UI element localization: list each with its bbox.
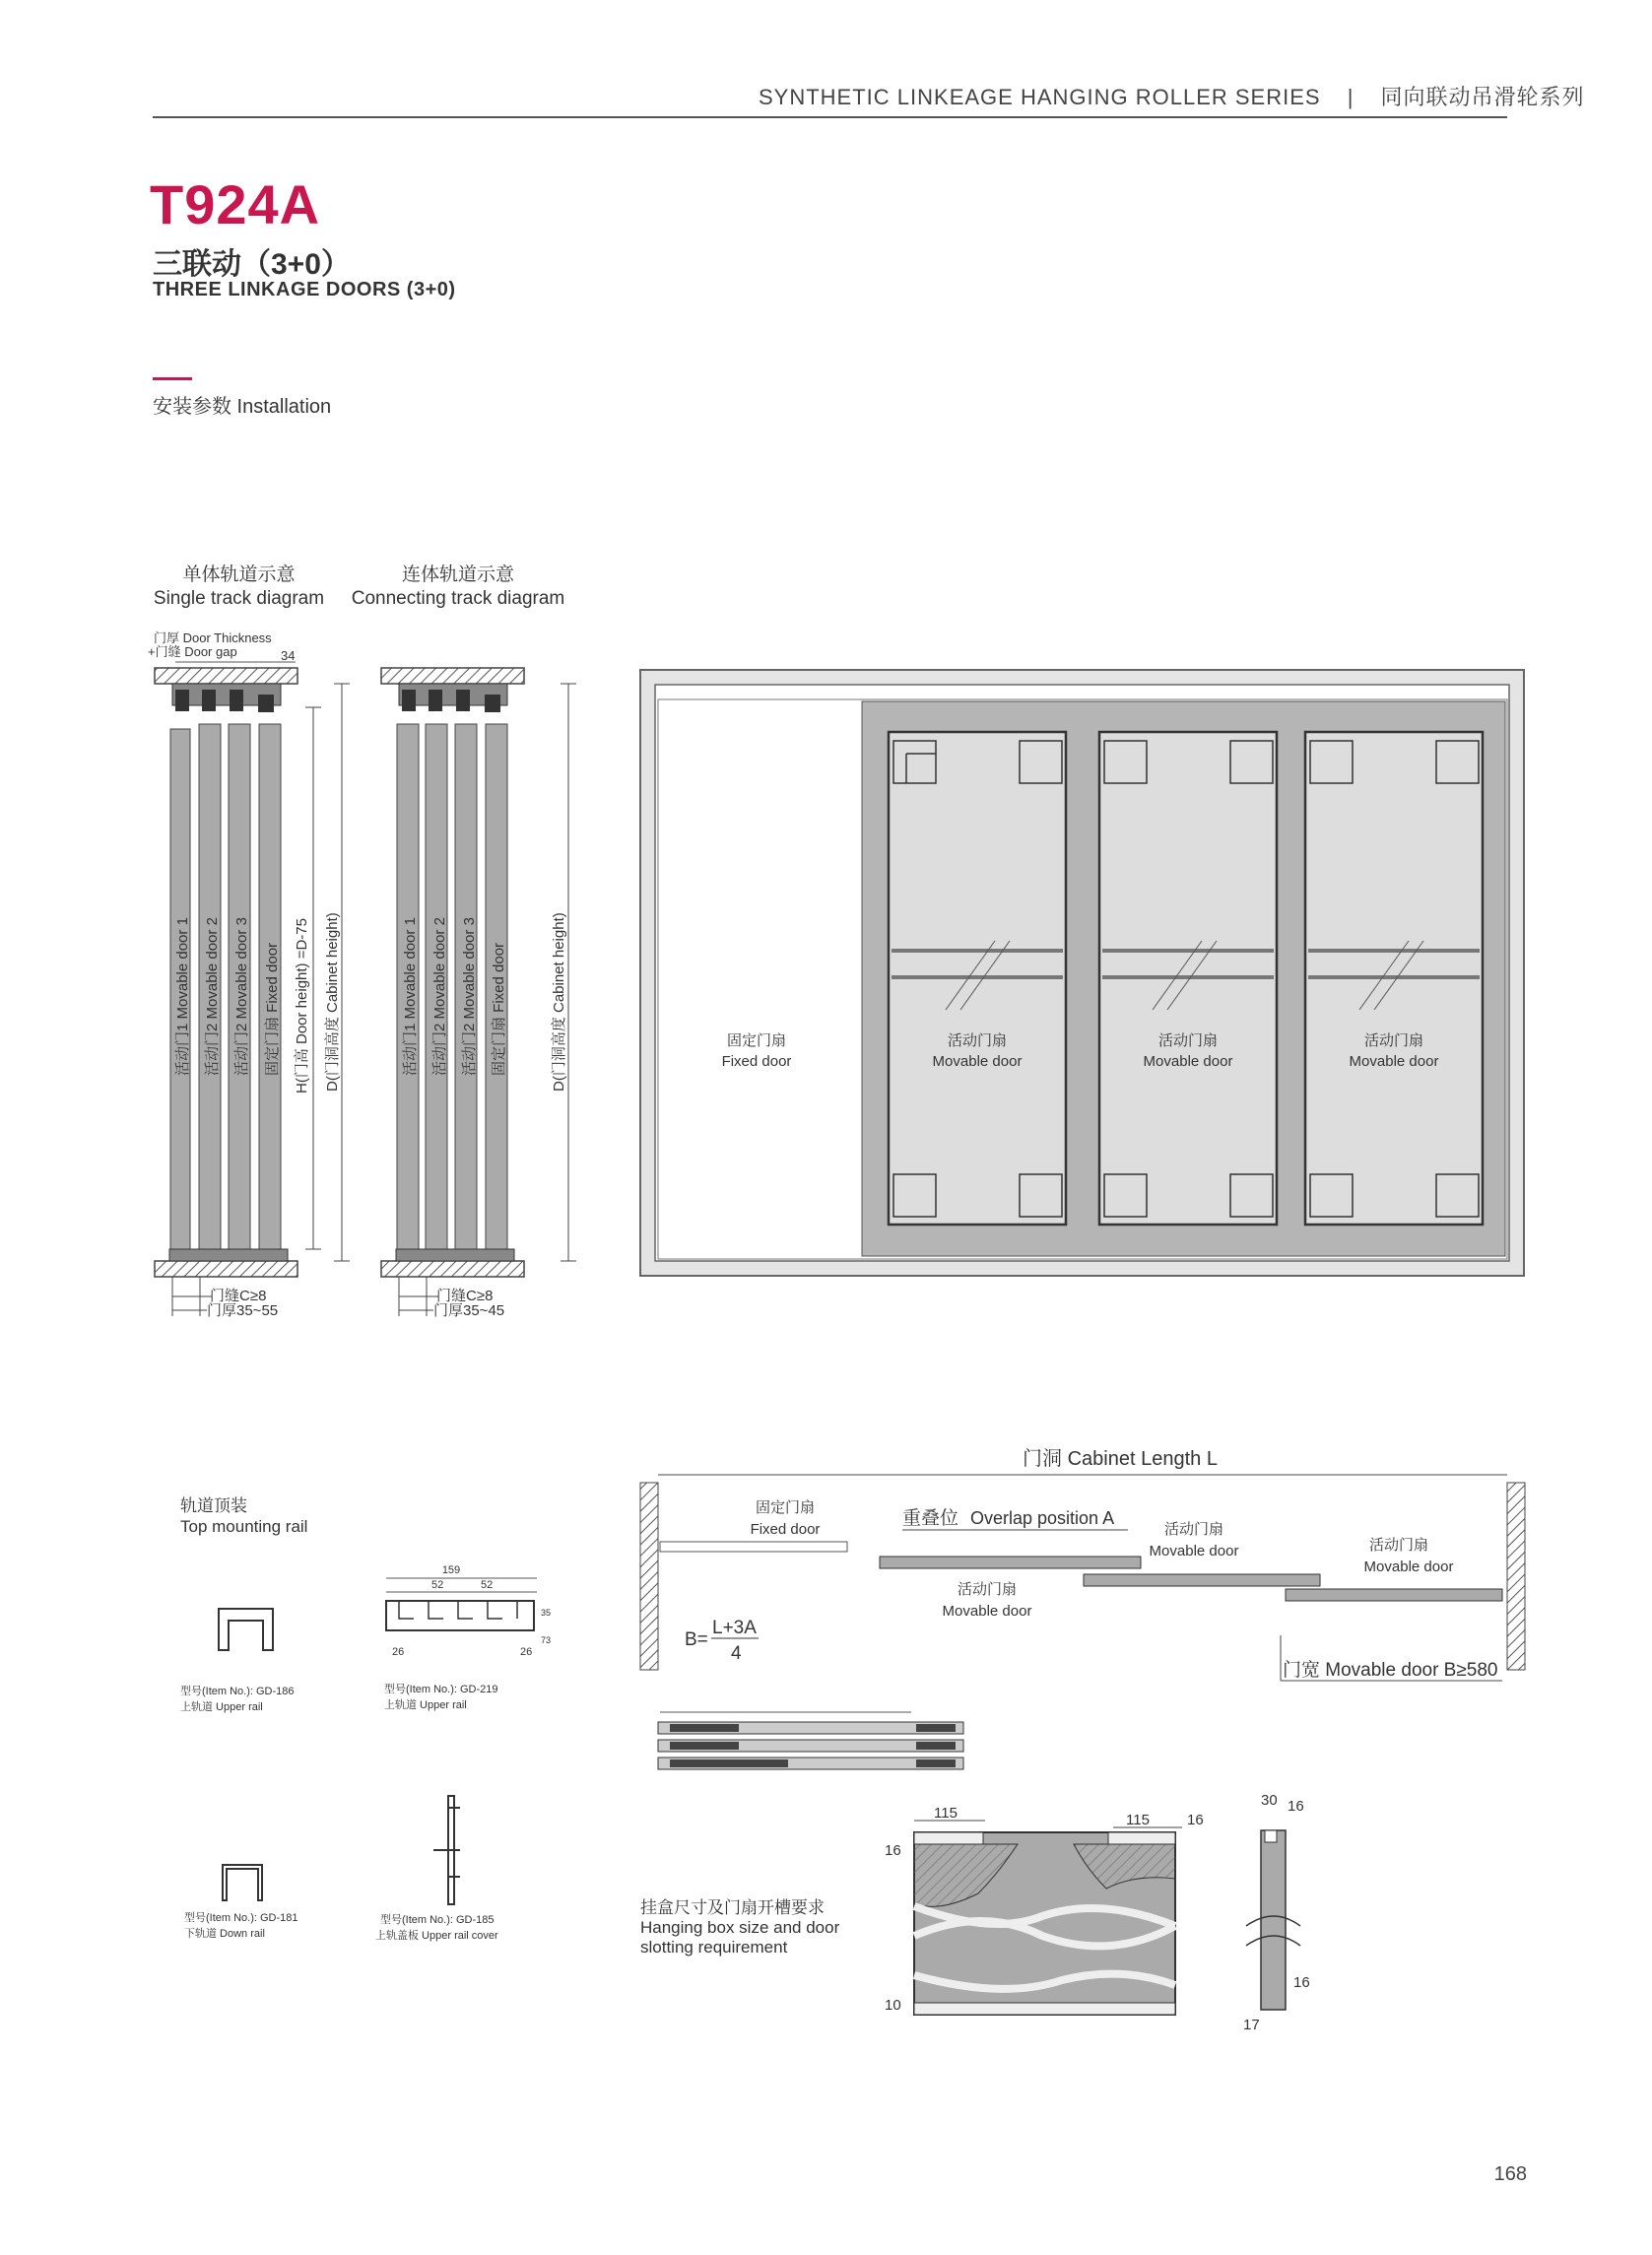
connecting-track-title-en: Connecting track diagram xyxy=(351,588,565,609)
connecting-door-label-2: 活动门2 Movable door 2 xyxy=(431,917,448,1076)
top-mounting-en: Top mounting rail xyxy=(180,1517,308,1536)
plan-movable-door-a-en: Movable door xyxy=(942,1603,1032,1620)
gd219-dim-52b: 52 xyxy=(481,1579,494,1591)
side-dim-16b: 16 xyxy=(1293,1974,1310,1991)
top-mounting-cn: 轨道顶装 xyxy=(180,1496,247,1515)
door-label-3: 活动门2 Movable door 3 xyxy=(233,917,250,1076)
movable-panel-3 xyxy=(1305,732,1483,1225)
cabinet-height-label: D(门洞高度 Cabinet height) xyxy=(324,912,341,1092)
header-separator: | xyxy=(1347,85,1355,109)
floor-hatch xyxy=(155,1261,297,1277)
gd186-item: 型号(Item No.): GD-186 xyxy=(180,1686,295,1697)
plan-fixed-door-cn: 固定门扇 xyxy=(755,1499,816,1516)
connecting-cabinet-height-label: D(门洞高度 Cabinet height) xyxy=(551,912,567,1092)
gd185-name: 上轨盖板 Upper rail cover xyxy=(375,1930,498,1942)
formula-numerator: L+3A xyxy=(712,1618,757,1638)
gd219-dim-52a: 52 xyxy=(431,1579,444,1591)
formula-prefix: B= xyxy=(685,1629,708,1650)
movable-door-2-en: Movable door xyxy=(1143,1053,1233,1070)
series-title-cn: 同向联动吊滑轮系列 xyxy=(1380,85,1585,109)
box-dim-10: 10 xyxy=(885,1997,901,2014)
movable-door-1-cn: 活动门扇 xyxy=(947,1032,1008,1049)
side-dim-17: 17 xyxy=(1243,2017,1260,2033)
hanging-box-detail xyxy=(640,1792,1310,2033)
gd185-item: 型号(Item No.): GD-185 xyxy=(380,1914,495,1926)
box-dim-16b: 16 xyxy=(885,1842,901,1859)
product-title-en: THREE LINKAGE DOORS (3+0) xyxy=(153,279,456,300)
plan-fixed-door-en: Fixed door xyxy=(750,1521,821,1538)
gd181-item: 型号(Item No.): GD-181 xyxy=(184,1912,298,1924)
connecting-thickness-label: 门厚35~45 xyxy=(433,1302,505,1319)
movable-panel-1 xyxy=(889,732,1066,1225)
box-dim-16a: 16 xyxy=(1187,1812,1204,1828)
gd219-dim-26b: 26 xyxy=(520,1646,533,1658)
connecting-door-label-fixed: 固定门扇 Fixed door xyxy=(491,942,507,1076)
series-title-en: SYNTHETIC LINKEAGE HANGING ROLLER SERIES xyxy=(759,85,1321,109)
movable-door-1-en: Movable door xyxy=(932,1053,1023,1070)
connecting-door-label-1: 活动门1 Movable door 1 xyxy=(402,917,419,1076)
hanging-box-title-cn: 挂盒尺寸及门扇开槽要求 xyxy=(640,1898,825,1917)
door-gap-label: +门缝 Door gap xyxy=(148,644,237,659)
rail-gd181 xyxy=(223,1865,262,1900)
movable-door-3-en: Movable door xyxy=(1349,1053,1439,1070)
side-dim-16a: 16 xyxy=(1288,1798,1304,1815)
box-dim-115b: 115 xyxy=(1126,1812,1150,1828)
overlap-cn: 重叠位 xyxy=(902,1508,959,1529)
fixed-door-cn: 固定门扇 xyxy=(726,1032,787,1049)
connecting-track-title-cn: 连体轨道示意 xyxy=(401,564,514,585)
movable-door-2-cn: 活动门扇 xyxy=(1157,1032,1219,1049)
door-side-profile xyxy=(1261,1830,1286,2010)
track-stack-detail xyxy=(658,1712,963,1769)
single-track-diagram xyxy=(148,630,350,1319)
door-height-label: H(门高 Door height) =D-75 xyxy=(294,918,310,1094)
gd219-item: 型号(Item No.): GD-219 xyxy=(384,1684,498,1695)
section-label: 安装参数 Installation xyxy=(153,396,332,418)
door-label-2: 活动门2 Movable door 2 xyxy=(204,917,221,1076)
plan-movable-door-c-en: Movable door xyxy=(1363,1559,1454,1575)
plan-movable-door-c-cn: 活动门扇 xyxy=(1368,1537,1429,1554)
box-dim-115a: 115 xyxy=(934,1805,958,1822)
plan-view xyxy=(640,1447,1525,1681)
single-gap-label: 门缝C≥8 xyxy=(210,1288,267,1304)
door-label-fixed: 固定门扇 Fixed door xyxy=(264,942,281,1076)
gd219-dim-73: 73 xyxy=(541,1635,552,1645)
single-thickness-label: 门厚35~55 xyxy=(207,1302,279,1319)
hanging-box-title-en1: Hanging box size and door xyxy=(640,1918,840,1937)
page-number: 168 xyxy=(1493,2163,1527,2185)
gd219-name: 上轨道 Upper rail xyxy=(384,1699,467,1711)
plan-movable-door-b-en: Movable door xyxy=(1149,1543,1239,1559)
gd181-name: 下轨道 Down rail xyxy=(184,1928,265,1940)
gd186-name: 上轨道 Upper rail xyxy=(180,1701,263,1713)
cabinet-length-label: 门洞 Cabinet Length L xyxy=(1023,1448,1218,1470)
ceiling-hatch xyxy=(155,668,297,684)
overlap-en: Overlap position A xyxy=(970,1508,1115,1528)
rail-profiles xyxy=(180,1496,551,1942)
connecting-gap-label: 门缝C≥8 xyxy=(436,1288,494,1304)
movable-panel-2 xyxy=(1099,732,1277,1225)
front-elevation xyxy=(640,670,1524,1276)
single-track-title-en: Single track diagram xyxy=(153,588,325,609)
fixed-door-en: Fixed door xyxy=(721,1053,792,1070)
connecting-door-label-3: 活动门2 Movable door 3 xyxy=(461,917,478,1076)
movable-door-3-cn: 活动门扇 xyxy=(1363,1032,1424,1049)
connecting-track-diagram xyxy=(381,668,576,1319)
side-dim-30: 30 xyxy=(1261,1792,1278,1809)
single-track-title-cn: 单体轨道示意 xyxy=(182,564,296,585)
product-title-cn: 三联动（3+0） xyxy=(153,248,351,281)
rail-gd186 xyxy=(219,1609,273,1650)
door-width-label: 门宽 Movable door B≥580 xyxy=(1283,1660,1498,1681)
plan-movable-door-a-cn: 活动门扇 xyxy=(957,1581,1018,1598)
plan-movable-door-b-cn: 活动门扇 xyxy=(1163,1521,1224,1538)
model-number: T924A xyxy=(150,173,321,235)
door-thickness-label: 门厚 Door Thickness xyxy=(154,630,272,645)
gd219-dim-26a: 26 xyxy=(392,1646,405,1658)
rail-gd219 xyxy=(386,1601,534,1630)
gd219-dim-35: 35 xyxy=(541,1608,552,1618)
formula-denominator: 4 xyxy=(731,1643,742,1664)
rail-gd185 xyxy=(433,1796,460,1904)
gd219-dim-159: 159 xyxy=(441,1564,461,1576)
door-label-1: 活动门1 Movable door 1 xyxy=(174,917,191,1076)
dim-34: 34 xyxy=(281,648,296,663)
hanging-box-title-en2: slotting requirement xyxy=(640,1938,788,1957)
